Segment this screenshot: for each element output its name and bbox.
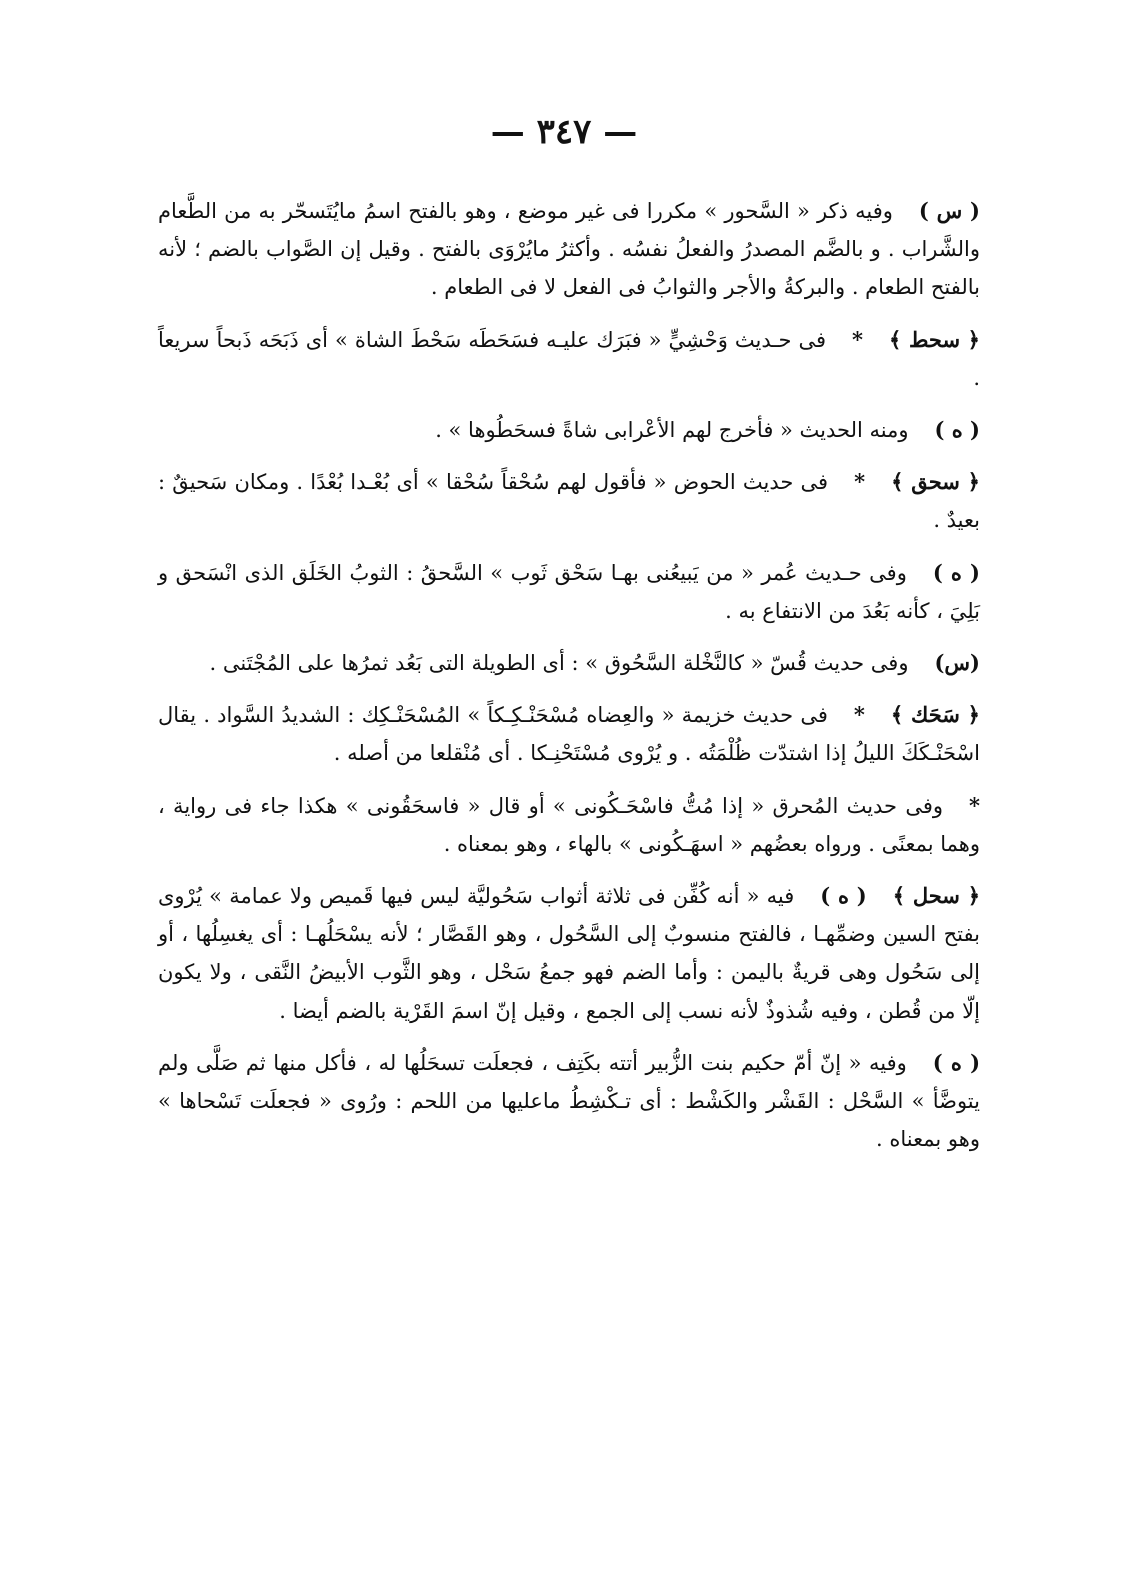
entry-text: ومنه الحديث « فأخرج لهم الأعْرابى شاةً فسحَطُوها » . — [435, 418, 909, 443]
entry-headword: ﴿ سحط ﴾ — [889, 326, 980, 352]
entry-headword: ﴿ سحق ﴾ — [891, 469, 980, 495]
entry-text: وفى حـديث عُمر « من يَبيعُنى بهـا سَحْق ثَوب » السَّحقُ : الثوبُ الخَلَق الذى انْسَحق و بَلِيَ ، كأنه بَعُدَ من الانتفاع به . — [158, 560, 980, 623]
entry-sahal — [158, 877, 980, 1030]
entry-text: وفيه ذكر « السَّحور » مكررا فى غير موضع ، وهو بالفتح اسمُ مايُتَسحّر به من الطَّعام والشَّراب . و بالضَّم المصدرُ والفعلُ نفسُه . وأكثرُ مايُرْوَى بالفتح . وقيل إن الصَّواب بالضم ؛ لأنه بالفتح الطعام . والبركةُ والأجر والثوابُ فى الفعل لا فى الطعام . — [158, 199, 980, 300]
entry-sahaq-umar — [158, 554, 980, 630]
entry-marker: ( ه ) — [934, 417, 980, 443]
entry-sahaq — [158, 463, 980, 539]
entry-marker: * — [969, 792, 980, 818]
entry-marker: * — [853, 702, 865, 728]
entry-text: وفى حديث قُسّ « كالنَّخْلة السَّحُوق » : أى الطويلة التى بَعُد ثمرُها على المُجْتَنى . — [209, 651, 909, 676]
entry-sahal-hakim — [158, 1044, 980, 1159]
entry-text: وفيه « إنّ أمّ حكيم بنت الزُّبير أتته بكَتِف ، فجعلَت تسحَلُها له ، فأكل منها ثم صَلَّى ولم يتوضَّأ » السَّحْل : القَشْر والكَشْط : أى تـكْشِطُ ماعليها من اللحم : ورُوى « فجعلَت تَسْحاها » وهو بمعناه . — [158, 1050, 980, 1152]
text-body — [158, 192, 980, 1172]
entry-marker: * — [854, 469, 866, 495]
entry-headword: ﴿ سَحَك ﴾ — [890, 702, 980, 728]
entry-text: وفى حديث المُحرق « إذا مُتُّ فاسْحَـكُونى » أو قال « فاسحَقُونى » هكذا جاء فى رواية ، وهما بمعنًى . ورواه بعضُهم « اسهَـكُونى » بالهاء ، وهو بمعناه . — [158, 793, 980, 856]
entry-sahuq — [158, 644, 980, 682]
entry-text: فى حديث خزيمة « والعِضاه مُسْحَنْـكِـكاً » المُسْحَنْـكِك : الشديدُ السَّواد . يقال اسْحَنْـكَكَ الليلُ إذا اشتدّت ظُلْمَتُه . و يُرْوى مُسْتَحْنِـكا . أى مُنْقلعا من أصله . — [158, 703, 980, 766]
entry-text: فيه « أنه كُفِّن فى ثلاثة أثواب سَحُوليَّة ليس فيها قَميص ولا عمامة » يُرْوى بفتح السين وضمِّهـا ، فالفتح منسوبٌ إلى السَّحُول ، وهو القَصَّار ؛ لأنه يسْحَلُهـا : أى يغسِلُها ، أو إلى سَحُول وهى قريةٌ باليمن : وأما الضم فهو جمعُ سَحْل ، وهو الثَّوب الأبيضُ النَّقى ، ولا يكون إلّا من قُطن ، وفيه شُذوذٌ لأنه نسب إلى الجمع ، وقيل إنّ اسمَ القَرْية بالضم أيضا . — [158, 884, 980, 1023]
entry-text: فى حديث الحوض « فأقول لهم سُحْقاً سُحْقا » أى بُعْـدا بُعْدًا . ومكان سَحيقٌ : بعيدٌ . — [158, 470, 980, 533]
entry-sahak — [158, 696, 980, 772]
entry-marker: (س) — [934, 650, 980, 676]
entry-marker: * — [852, 326, 864, 352]
entry-marker: ( ه ) — [932, 559, 980, 585]
entry-sahat — [158, 321, 980, 397]
entry-marker: ( ه ) — [820, 883, 867, 909]
entry-sahak-muhriq — [158, 787, 980, 863]
entry-marker: ( ه ) — [932, 1049, 981, 1075]
entry-marker: ( س ) — [918, 198, 980, 223]
page-number: — ٣٤٧ — — [490, 112, 638, 152]
entry-sahur — [158, 192, 980, 307]
entry-sahat-hadith — [158, 411, 980, 449]
entry-text: فى حـديث وَحْشِيٍّ « فبَرَك عليـه فسَحَطَه سَحْطَ الشاة » أى ذَبَحَه ذَبحاً سريعاً . — [158, 327, 980, 390]
entry-headword: ﴿ سحل ﴾ — [892, 883, 981, 909]
